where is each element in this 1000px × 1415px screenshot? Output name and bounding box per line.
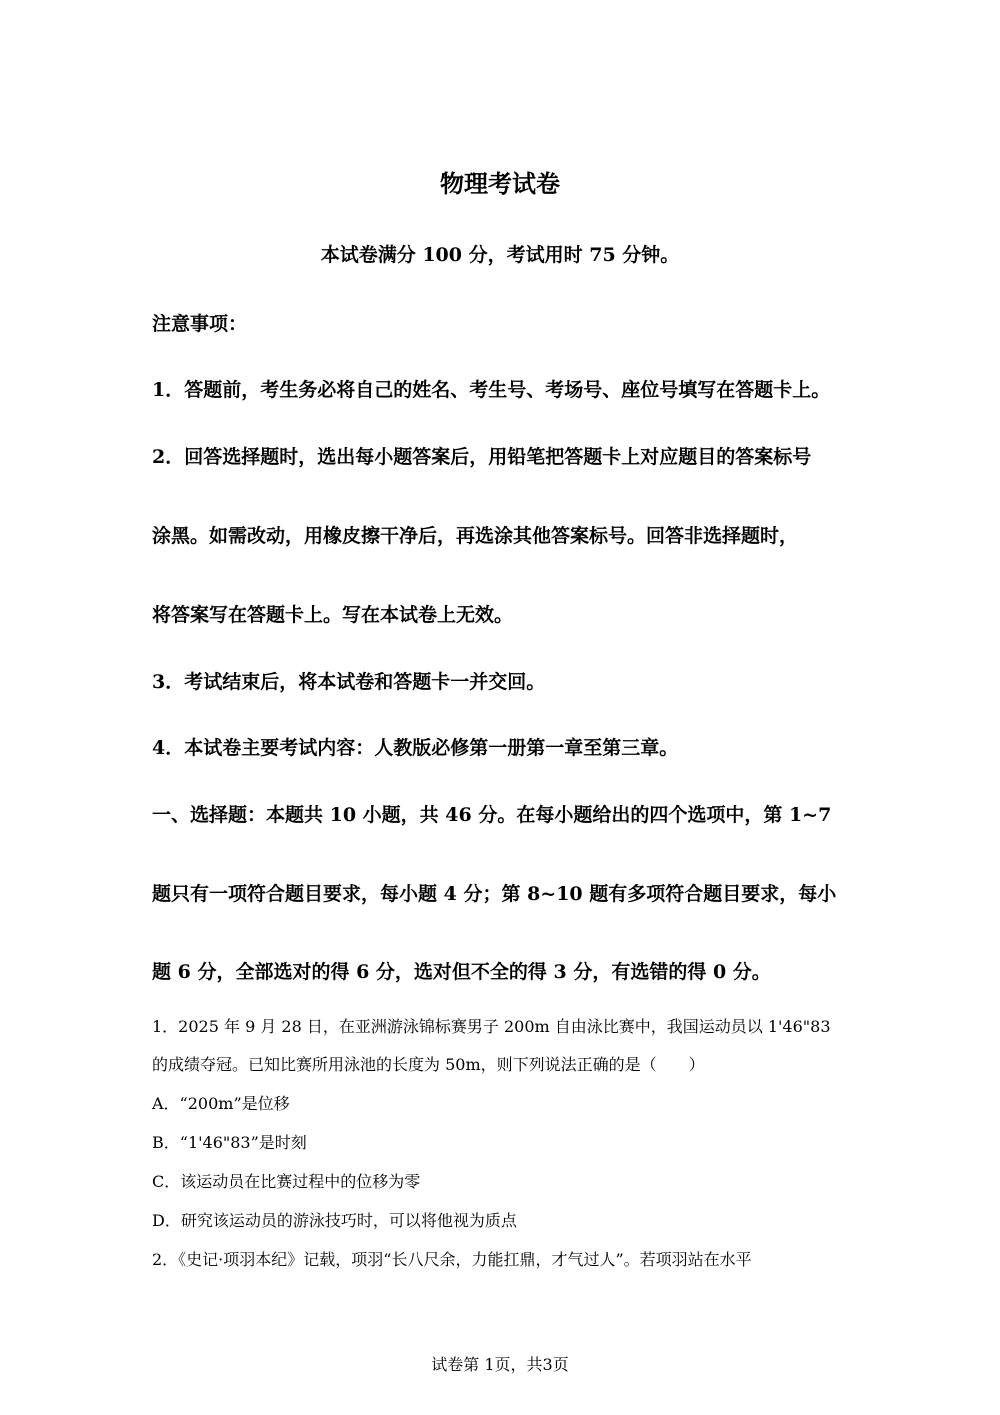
page-footer: 试卷第 1页，共3页 (431, 1355, 569, 1374)
section-one-line-1: 一、选择题：本题共 10 小题，共 46 分。在每小题给出的四个选项中，第 1~7 (152, 804, 832, 826)
section-one-line-3: 题 6 分，全部选对的得 6 分，选对但不全的得 3 分，有选错的得 0 分。 (152, 961, 771, 983)
note-2-line-2: 涂黑。如需改动，用橡皮擦干净后，再选涂其他答案标号。回答非选择题时， (152, 525, 799, 547)
note-4-line-1: 4．本试卷主要考试内容：人教版必修第一册第一章至第三章。 (152, 737, 679, 759)
question-1-option-d: D．研究该运动员的游泳技巧时，可以将他视为质点 (152, 1211, 517, 1230)
question-1-option-c: C．该运动员在比赛过程中的位移为零 (152, 1172, 421, 1191)
question-1-option-b: B．“1'46"83”是时刻 (152, 1133, 307, 1152)
question-1-stem-line-1: 1．2025 年 9 月 28 日，在亚洲游泳锦标赛男子 200m 自由泳比赛中，我国运动员以 1'46"83 (152, 1017, 831, 1036)
note-3-line-1: 3．考试结束后，将本试卷和答题卡一并交回。 (152, 671, 546, 693)
note-2-line-3: 将答案写在答题卡上。写在本试卷上无效。 (152, 604, 514, 626)
section-one-line-2: 题只有一项符合题目要求，每小题 4 分；第 8~10 题有多项符合题目要求，每小 (152, 883, 837, 905)
notes-heading: 注意事项： (152, 313, 248, 335)
exam-subtitle: 本试卷满分 100 分，考试用时 75 分钟。 (320, 244, 680, 266)
exam-title: 物理考试卷 (440, 169, 560, 198)
note-2-line-1: 2．回答选择题时，选出每小题答案后，用铅笔把答题卡上对应题目的答案标号 (152, 446, 812, 468)
note-1-line-1: 1．答题前，考生务必将自己的姓名、考生号、考场号、座位号填写在答题卡上。 (152, 379, 831, 401)
question-2-stem-line-1: 2．《史记·项羽本纪》记载，项羽“长八尺余，力能扛鼎，才气过人”。若项羽站在水平 (152, 1250, 752, 1269)
question-1-stem-line-2: 的成绩夺冠。已知比赛所用泳池的长度为 50m，则下列说法正确的是（ ） (152, 1055, 705, 1074)
question-1-option-a: A．“200m”是位移 (152, 1094, 290, 1113)
